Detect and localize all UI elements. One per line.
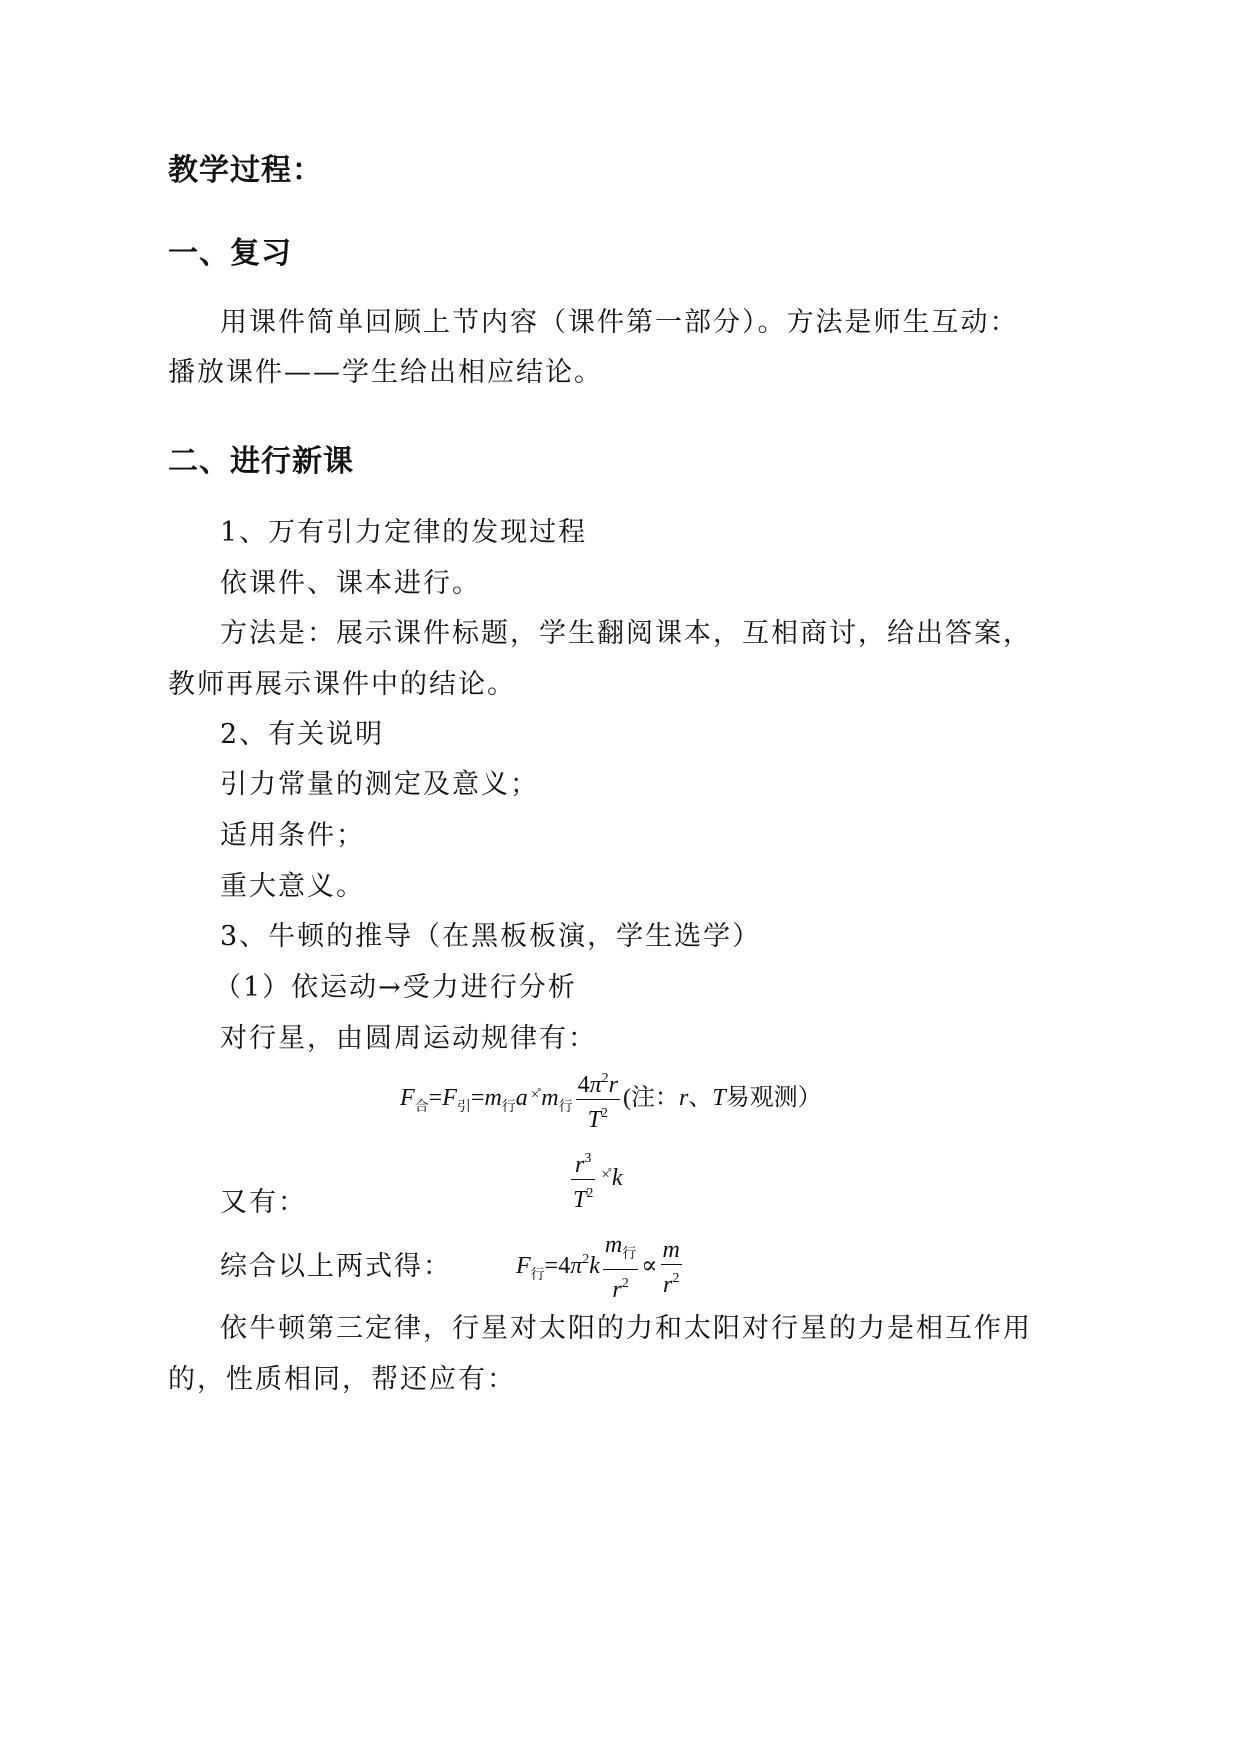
combine-label: 综合以上两式得： [220, 1251, 452, 1282]
item-3-heading: 3、牛顿的推导（在黑板板演，学生选学） [220, 921, 762, 952]
section-title-new-lesson: 二、进行新课 [168, 444, 354, 479]
planet-line: 对行星，由圆周运动规律有： [220, 1023, 597, 1054]
note-significance: 重大意义。 [220, 871, 365, 902]
formula-planet-force: $F_行=4\pi^2k$ $\frac{m_行}{r^2}$ ∝ $\frac{m}{r^2}$ [516, 1232, 680, 1303]
note-conditions: 适用条件； [220, 820, 365, 851]
also-label: 又有： [220, 1187, 307, 1218]
formula-kepler-third-law: $\frac{r^3}{T^2}$ ×̊ k [568, 1146, 622, 1213]
note-gravitational-constant: 引力常量的测定及意义； [220, 769, 539, 800]
third-law-line1: 依牛顿第三定律，行星对太阳的力和太阳对行星的力是相互作用 [220, 1313, 1032, 1344]
page-heading: 教学过程： [168, 153, 323, 188]
formula-centripetal-force: $F_合=F_引=m_行a$ ×̊ $m_行$ $\frac{4\pi^2r}{T^2}$ (注：r、T易观测） [400, 1066, 822, 1133]
item-1-text: 依课件、课本进行。 [220, 568, 481, 599]
item-2-heading: 2、有关说明 [220, 719, 385, 750]
item-1-heading: 1、万有引力定律的发现过程 [220, 517, 588, 548]
third-law-line2: 的，性质相同，帮还应有： [168, 1364, 516, 1395]
review-paragraph-line1: 用课件简单回顾上节内容（课件第一部分）。方法是师生互动： [220, 307, 1019, 338]
section-title-review: 一、复习 [168, 236, 292, 271]
review-paragraph-line2: 播放课件——学生给出相应结论。 [168, 357, 603, 388]
sub-item-1: （1）依运动→受力进行分析 [214, 972, 577, 1003]
method-line2: 教师再展示课件中的结论。 [168, 669, 516, 700]
method-line1: 方法是：展示课件标题，学生翻阅课本，互相商讨，给出答案， [220, 618, 1032, 649]
